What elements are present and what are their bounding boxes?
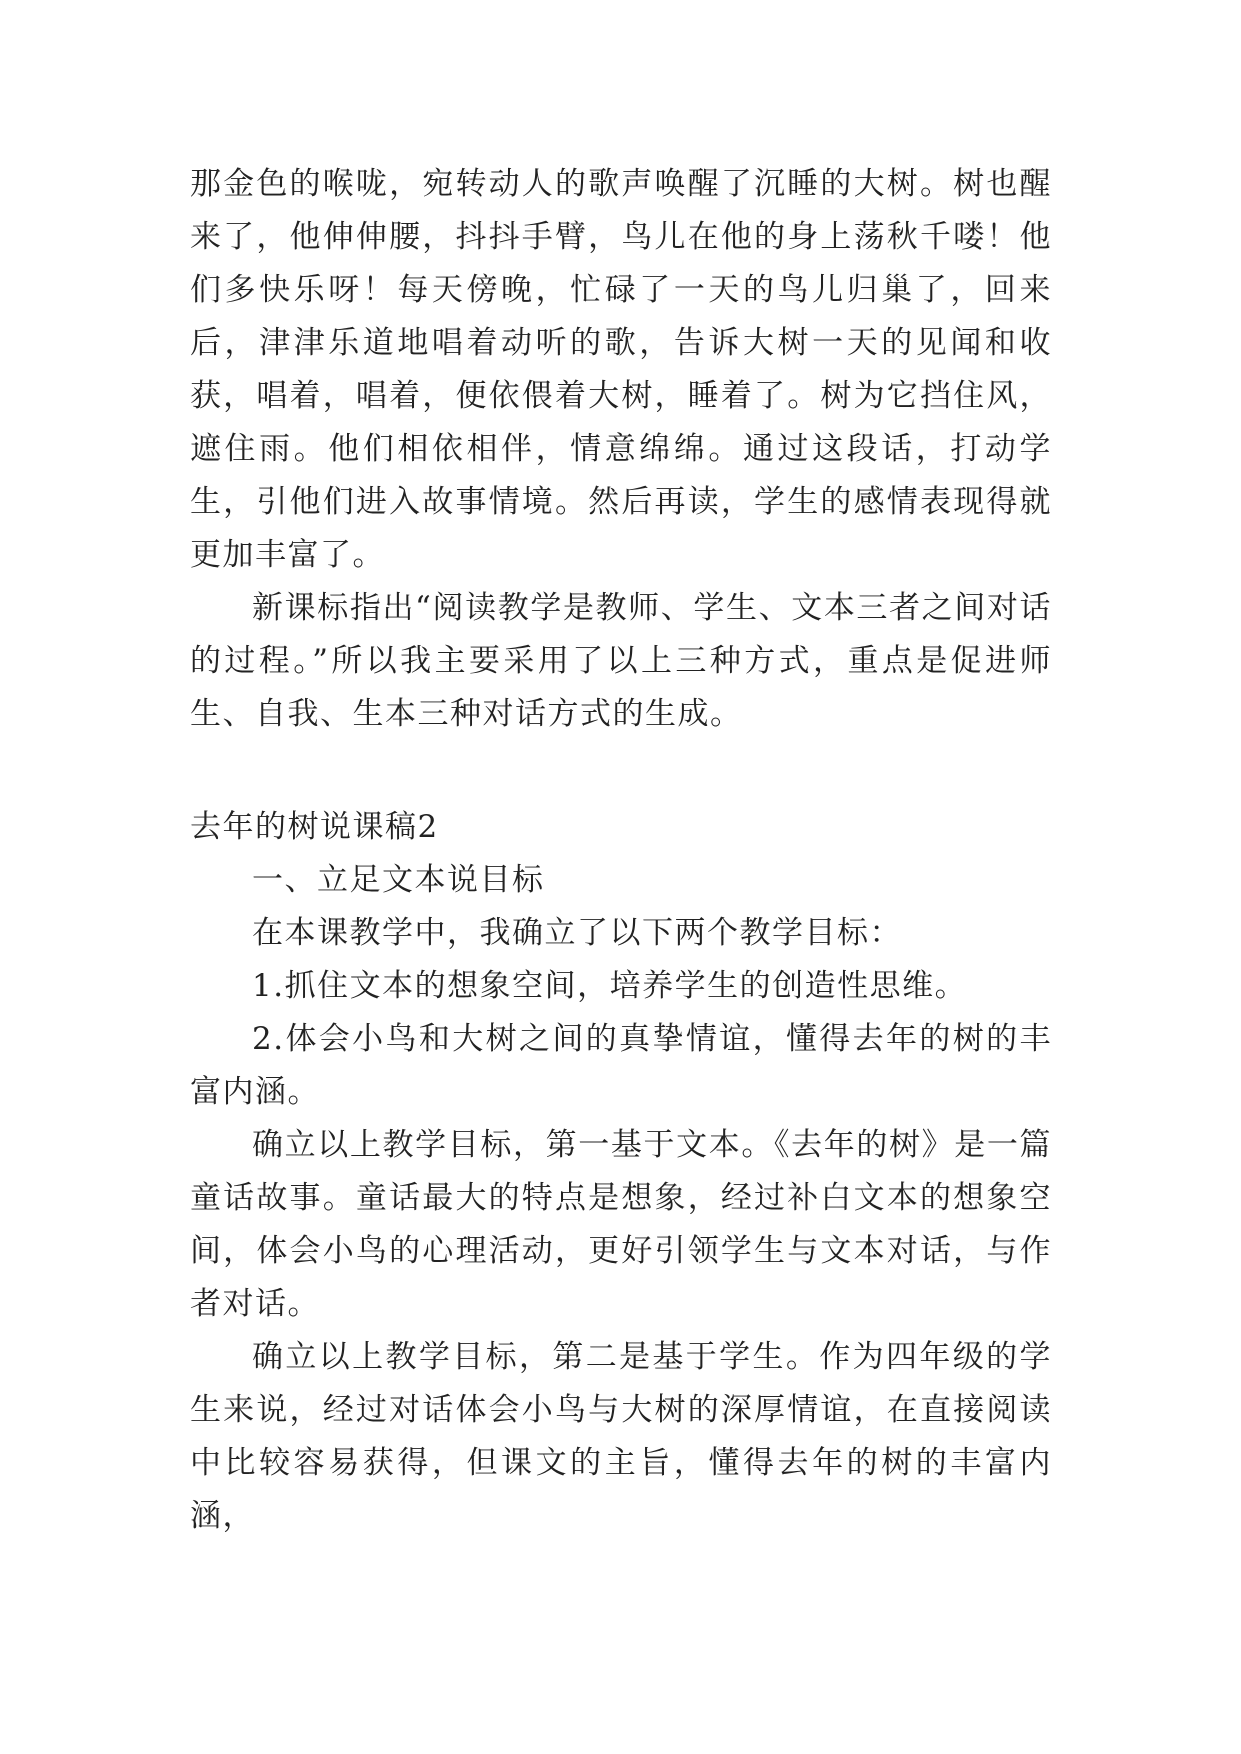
paragraph-continued: 那金色的喉咙，宛转动人的歌声唤醒了沉睡的大树。树也醒来了，他伸伸腰，抖抖手臂，鸟儿在他的身上荡秋千喽！他们多快乐呀！每天傍晚，忙碌了一天的鸟儿归巢了，回来后，津津乐道地唱着动听的歌，告诉大树一天的见闻和收获，唱着，唱着，便依偎着大树，睡着了。树为它挡住风，遮住雨。他们相依相伴，情意绵绵。通过这段话，打动学生，引他们进入故事情境。然后再读，学生的感情表现得就更加丰富了。	[190, 166, 1052, 573]
goal-item-1: 1.抓住文本的想象空间，培养学生的创造性思维。	[252, 968, 968, 1004]
paragraph-intro-goals: 在本课教学中，我确立了以下两个教学目标：	[252, 915, 902, 951]
paragraph-curriculum: 新课标指出“阅读教学是教师、学生、文本三者之间对话的过程。”所以我主要采用了以上三种方式，重点是促进师生、自我、生本三种对话方式的生成。	[190, 590, 1052, 732]
goal-item-2: 2.体会小鸟和大树之间的真挚情谊，懂得去年的树的丰富内涵。	[190, 1021, 1052, 1110]
subheading-goals: 一、立足文本说目标	[252, 862, 545, 898]
document-body	[190, 158, 1052, 1543]
paragraph-basis-text: 确立以上教学目标，第一基于文本。《去年的树》是一篇童话故事。童话最大的特点是想象，经过补白文本的想象空间，体会小鸟的心理活动，更好引领学生与文本对话，与作者对话。	[190, 1127, 1052, 1322]
section-title: 去年的树说课稿2	[190, 809, 439, 845]
paragraph-basis-students: 确立以上教学目标，第二是基于学生。作为四年级的学生来说，经过对话体会小鸟与大树的深厚情谊，在直接阅读中比较容易获得，但课文的主旨，懂得去年的树的丰富内涵，	[190, 1339, 1052, 1534]
